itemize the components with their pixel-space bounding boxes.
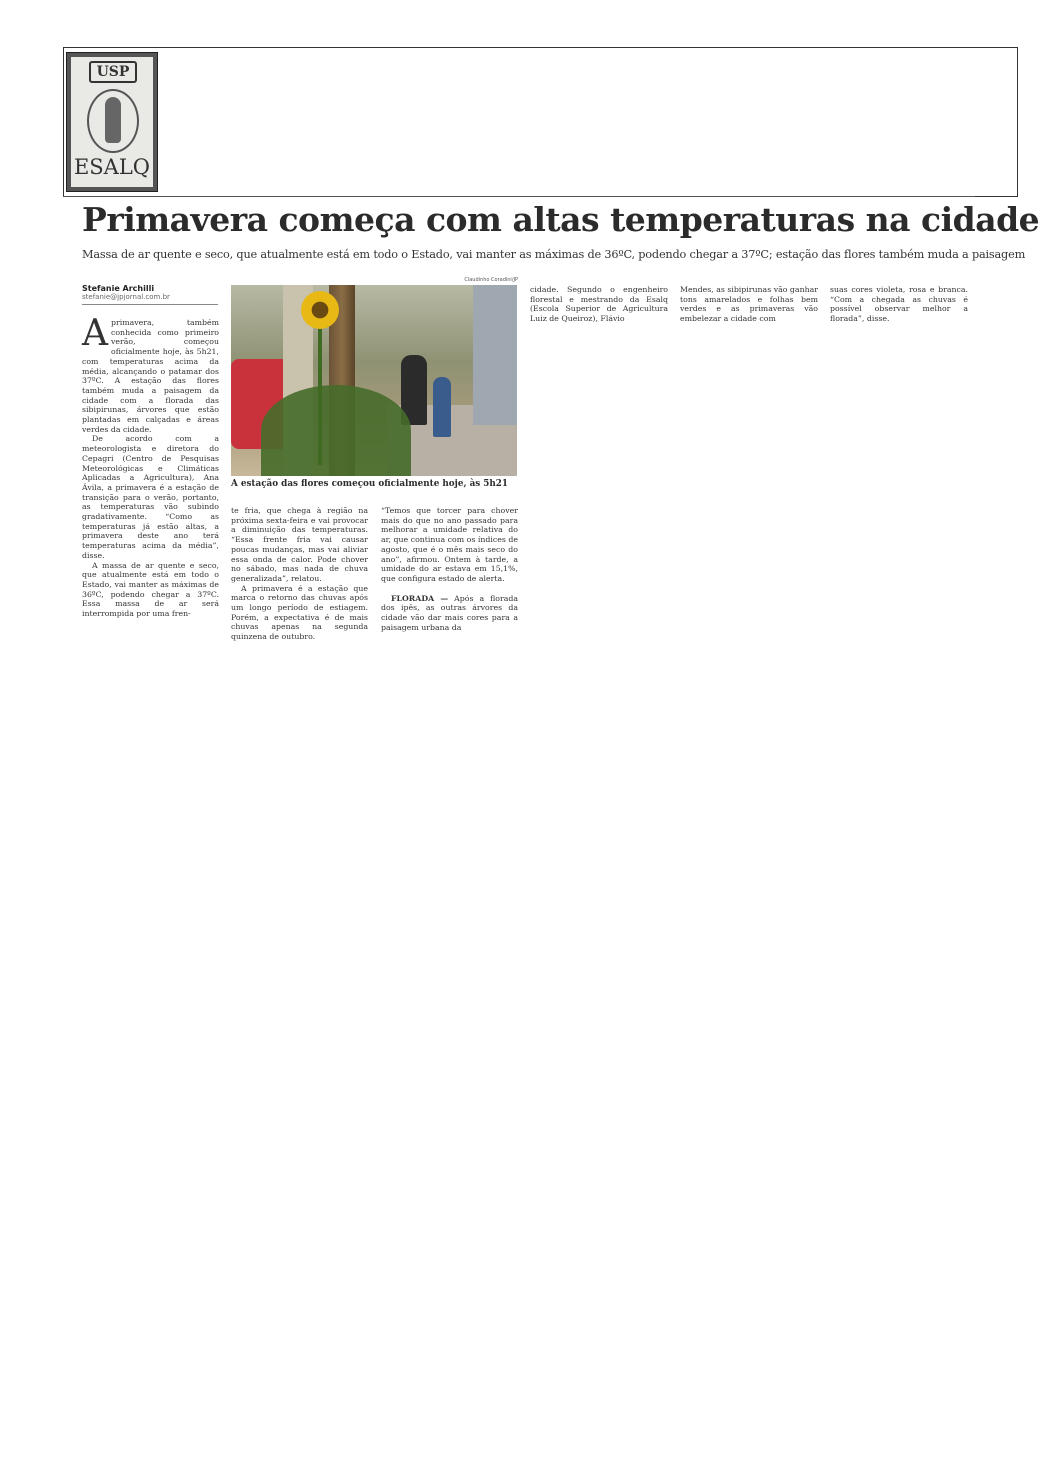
paragraph-text: primavera, também conhecida como primeiro verão, começou oficialmente hoje, às 5h21, com temperaturas acima da média, alcançando o patamar dos 37ºC. A estação das flores também muda a paisagem da cidade com a florada das sibipirunas, árvores que estão plantadas em calçadas e áreas verdes da cidade.	[82, 318, 219, 434]
headline: Primavera começa com altas temperaturas na cidade	[82, 200, 1040, 239]
article-column-5	[680, 285, 818, 324]
article-column-3	[381, 506, 518, 632]
dropcap: A	[82, 313, 108, 354]
sunflower-photo	[231, 285, 517, 476]
paragraph: A massa de ar quente e seco, que atualmente está em todo o Estado, vai manter as máximas de 36ºC, podendo chegar a 37ºC. Essa massa de ar será interrompida por uma fren-	[82, 560, 219, 619]
subtitle: Massa de ar quente e seco, que atualmente está em todo o Estado, vai manter as máximas de 36ºC, podendo chegar a 37ºC; estação das flores também muda a paisagem	[82, 248, 1026, 261]
author-name: Stefanie Archilli	[82, 284, 155, 293]
sunflower-icon	[301, 291, 339, 329]
article-column-1	[82, 313, 219, 619]
statue-figure-icon	[105, 97, 121, 143]
usp-esalq-logo	[66, 52, 158, 192]
section-head: FLORADA —	[391, 593, 449, 603]
paragraph: suas cores violeta, rosa e branca. “Com a chegada as chuvas é possível observar melhor a florada”, disse.	[830, 285, 968, 324]
paragraph	[381, 594, 518, 633]
article-column-2	[231, 506, 368, 642]
paragraph: “Temos que torcer para chover mais do que no ano passado para melhorar a umidade relativa do ar, que continua com os índices de agosto, que é o mês mais seco do ano”, afirmou. Ontem à tarde, a umidade do ar estava em 15,1%, que configura estado de alerta.	[381, 506, 518, 583]
paragraph: Mendes, as sibipirunas vão ganhar tons amarelados e folhas bem verdes e as primaveras vão embelezar a cidade com	[680, 285, 818, 324]
paragraph: De acordo com a meteorologista e diretora do Cepagri (Centro de Pesquisas Meteorológicas e Climáticas Aplicadas a Agricultura), Ana Ávila, a primavera é a estação de transição para o verão, portanto, as temperaturas vão subindo gradativamente. “Como as temperaturas já estão altas, a primavera deste ano terá temperaturas acima da média”, disse.	[82, 434, 219, 560]
paragraph: te fria, que chega à região na próxima sexta-feira e vai provocar a diminuição das temperaturas. “Essa frente fria vai causar poucas mudanças, mas vai aliviar essa onda de calor. Pode chover no sábado, mas nada de chuva generalizada”, relatou.	[231, 506, 368, 583]
paragraph-text: Após a florada dos ipês, as outras árvores da cidade vão dar mais cores para a paisagem urbana da	[381, 593, 518, 632]
header-divider	[63, 196, 975, 197]
photo-credit: Claudinho Coradini/JP	[464, 277, 518, 283]
logo-usp-text: USP	[89, 61, 137, 83]
paragraph: cidade. Segundo o engenheiro florestal e mestrando da Esalq (Escola Superior de Agricultura Luiz de Queiroz), Flávio	[530, 285, 668, 324]
header-frame	[63, 47, 1018, 197]
seal-icon	[87, 89, 139, 153]
byline	[82, 284, 218, 305]
paragraph: A primavera é a estação que marca o retorno das chuvas após um longo período de estiagem. Porém, a expectativa é de mais chuvas apenas na segunda quinzena de outubro.	[231, 583, 368, 642]
paragraph	[82, 313, 219, 434]
article-column-6	[830, 285, 968, 324]
author-email: stefanie@jpjornal.com.br	[82, 293, 218, 305]
article-column-4	[530, 285, 668, 324]
photo-caption: A estação das flores começou oficialmente hoje, às 5h21	[231, 479, 509, 489]
logo-esalq-text: ESALQ	[73, 155, 151, 179]
